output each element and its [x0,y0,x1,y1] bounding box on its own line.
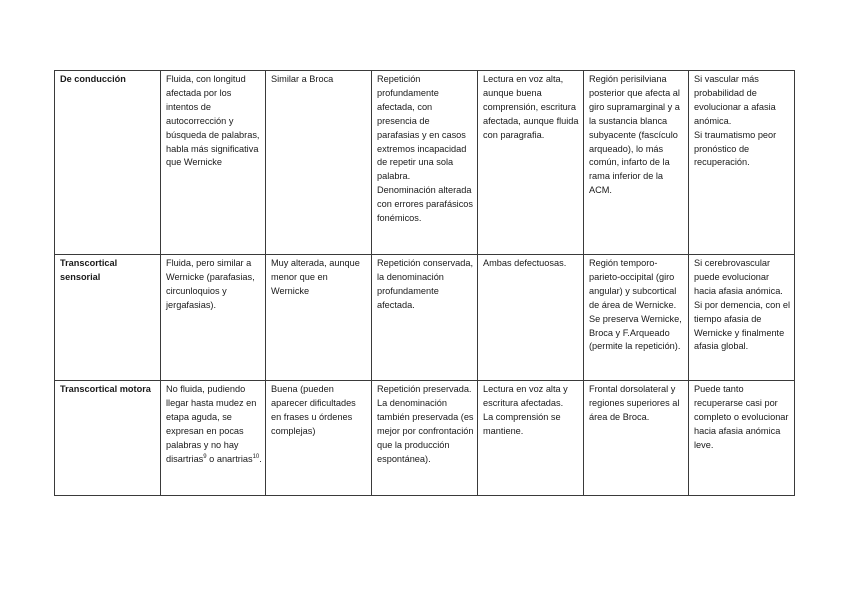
reading-writing-cell: Lectura en voz alta, aunque buena comprensión, escritura afectada, aunque fluida con paragrafia. [478,71,584,255]
prognosis-cell: Puede tanto recuperarse casi por completo o evolucionar hacia afasia anómica leve. [689,381,795,496]
comprehension-cell: Similar a Broca [266,71,372,255]
comprehension-cell: Muy alterada, aunque menor que en Wernicke [266,255,372,381]
table-row [55,255,795,381]
location-cell: Región temporo-parieto-occipital (giro angular) y subcortical de área de Wernicke. Se preserva Wernicke, Broca y F.Arqueado (permite la repetición). [584,255,689,381]
reading-writing-text: Lectura en voz alta y escritura afectadas. [483,384,568,408]
repetition-cell: Repetición conservada, la denominación profundamente afectada. [372,255,478,381]
aphasia-type-cell: De conducción [55,71,161,255]
fluency-text: . [259,453,262,464]
prognosis-text: Si traumatismo peor pronóstico de recuperación. [694,129,777,168]
location-cell: Frontal dorsolateral y regiones superiores al área de Broca. [584,381,689,496]
fluency-cell: Fluida, con longitud afectada por los intentos de autocorrección y búsqueda de palabras, habla más significativa que Wernicke [161,71,266,255]
reading-writing-cell: Ambas defectuosas. [478,255,584,381]
prognosis-cell [689,255,795,381]
reading-writing-text: La comprensión se mantiene. [483,411,561,436]
location-cell: Región perisilviana posterior que afecta al giro supramarginal y a la sustancia blanca subyacente (fascículo arqueado), lo más común, infarto de la rama inferior de la ACM. [584,71,689,255]
aphasia-table [54,70,795,496]
prognosis-text: Si por demencia, con el tiempo afasia de Wernicke y finalmente afasia global. [694,299,791,352]
footnote-ref: 10 [252,453,260,460]
naming-text: Denominación alterada con errores parafásicos fonémicos. [377,185,474,224]
repetition-text: Repetición profundamente afectada, con presencia de parafasias y en casos extremos incapacidad de repetir una sola palabra. [377,74,467,182]
prognosis-cell [689,71,795,255]
fluency-cell [161,381,266,496]
fluency-text: o anartrias [206,453,253,464]
comprehension-cell: Buena (pueden aparecer dificultades en frases u órdenes complejas) [266,381,372,496]
fluency-cell: Fluida, pero similar a Wernicke (parafasias, circunloquios y jergafasias). [161,255,266,381]
prognosis-text: Si cerebrovascular puede evolucionar hacia afasia anómica. [694,258,783,296]
aphasia-type-cell: Transcortical sensorial [55,255,161,381]
prognosis-text: Si vascular más probabilidad de evolucionar a afasia anómica. [694,74,776,126]
fluency-text: No fluida, pudiendo llegar hasta mudez en etapa aguda, se expresan en pocas palabras y no hay disartrias [166,384,257,464]
repetition-cell [372,71,478,255]
repetition-cell: Repetición preservada. La denominación también preservada (es mejor por confrontación que la producción espontánea). [372,381,478,496]
aphasia-type-cell: Transcortical motora [55,381,161,496]
table-row [55,71,795,255]
table-row [55,381,795,496]
reading-writing-cell [478,381,584,496]
footnote-ref: 9 [203,453,207,460]
